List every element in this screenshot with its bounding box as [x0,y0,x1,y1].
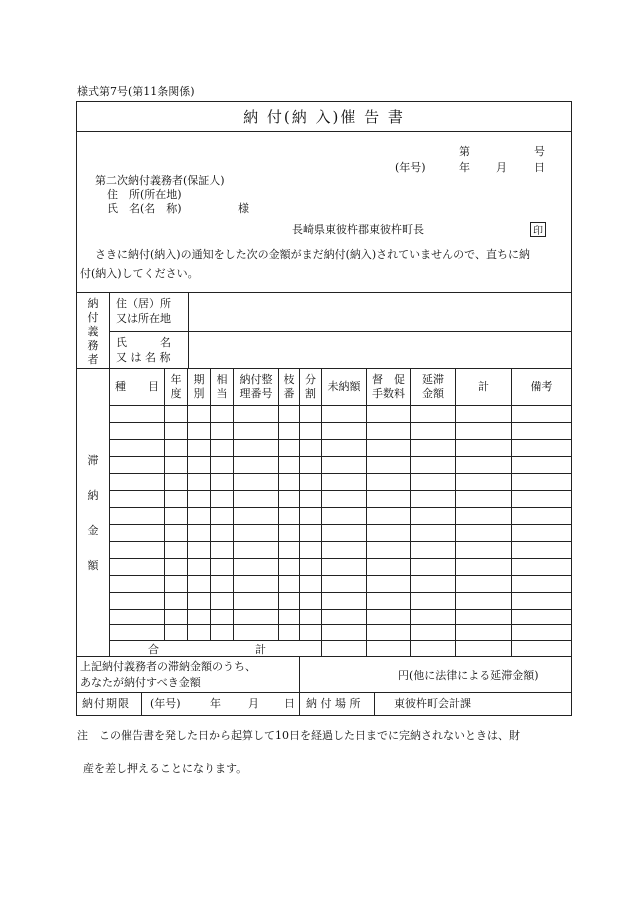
obligor-name-label-2: 又 は 名 称 [116,351,171,364]
obligor-label: 納 付 義 務 者 [87,297,99,366]
col-header-type: 種 目 [115,380,159,394]
footnote-line-1: この催告書を発した日から起算して10日を経過した日までに完納されないときは、財 [99,729,520,742]
date-day: 日 [534,161,545,174]
deadline-era: (年号) [150,697,181,710]
deadline-month: 月 [248,697,259,710]
payment-place-label: 納 付 場 所 [306,697,361,710]
date-month: 月 [496,161,507,174]
notice-line-1: さきに納付(納入)の通知をした次の金額がまだ納付(納入)されていませんので、直ちに納 [95,248,530,261]
payment-place: 東彼杵町会計課 [394,697,471,710]
honorific: 様 [238,202,249,215]
address-label: 住 所(所在地) [107,188,182,201]
payable-amount-text: 円(他に法律による延滞金額) [398,669,539,682]
col-header-unpaid: 未納額 [327,380,361,394]
date-era: (年号) [395,161,426,174]
seal-mark: 印 [530,222,546,237]
date-year: 年 [459,161,470,174]
obligor-address-label-2: 又は所在地 [116,312,171,325]
col-header-branch: 枝 番 [283,373,295,400]
notice-line-2: 付(納入)してください。 [80,267,199,280]
payable-line-1: 上記納付義務者の滞納金額のうち、 [80,660,256,673]
issuer-name: 長崎県東彼杵郡東彼杵町長 [292,223,424,236]
arrears-label: 滞 納 金 額 [87,454,99,572]
obligor-name-label-1: 氏 名 [116,336,171,349]
deadline-day: 日 [284,697,295,710]
col-header-year: 年 度 [170,373,182,400]
deadline-year: 年 [210,697,221,710]
form-reference: 様式第7号(第11条関係) [77,85,195,98]
col-header-late-fee: 延滞 金額 [422,373,444,400]
col-header-payment-number: 納付整 理番号 [239,373,273,400]
payable-line-2: あなたが納付すべき金額 [80,676,201,689]
total-label-1: 合 [148,643,159,656]
col-header-total: 計 [478,380,489,394]
col-header-dunning-fee: 督 促 手数料 [372,373,405,400]
footnote-line-2: 産を差し押えることになります。 [83,762,248,775]
number-suffix: 号 [534,145,545,158]
name-label: 氏 名(名 称) [107,202,182,215]
deadline-label: 納付期限 [82,697,130,710]
col-header-applicable: 相 当 [216,373,228,400]
form-title: 納 付(納 入)催 告 書 [243,108,405,126]
number-prefix: 第 [459,145,470,158]
footnote-mark: 注 [77,729,88,742]
col-header-remarks: 備考 [530,380,553,394]
col-header-installment: 分 割 [305,373,316,400]
addressee-heading: 第二次納付義務者(保証人) [95,174,225,187]
total-label-2: 計 [255,643,266,656]
col-header-period: 期 別 [193,373,205,400]
obligor-address-label-1: 住（居）所 [116,297,171,310]
